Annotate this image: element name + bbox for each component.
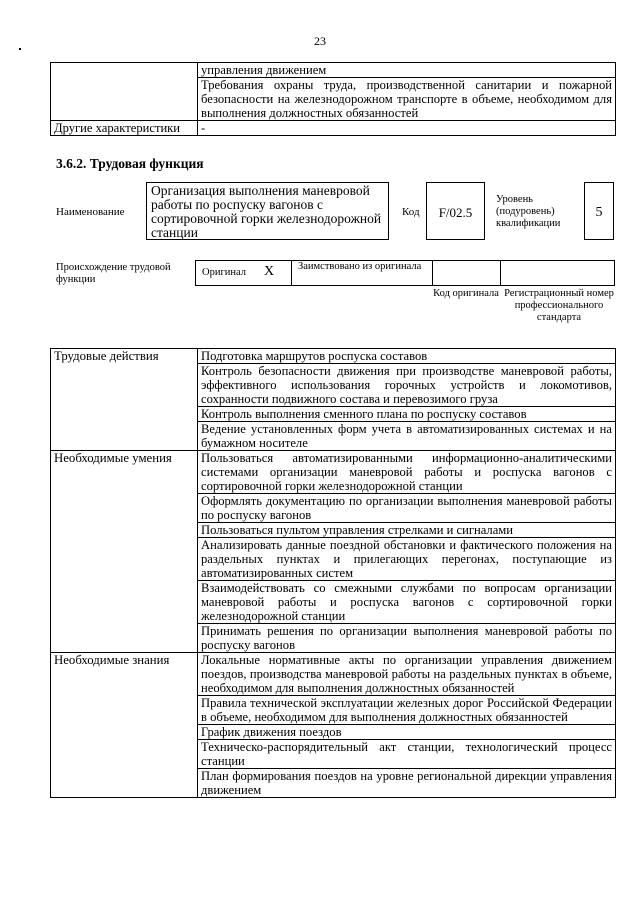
table-cell: Локальные нормативные акты по организации управления движением поездов, производства маневровой работы на раздельных пунктах в объеме, необходимом для выполнения должностных обязанностей [198,653,616,696]
level-value: 5 [584,182,614,240]
table-cell: Контроль безопасности движения при производстве маневровой работы, эффективного использования горочных устройств и локомотивов, сохранности подвижного состава и перевозимого груза [198,364,616,407]
name-label: Наименование [56,206,125,218]
table-row [51,349,616,364]
main-table [50,348,616,798]
code-original-caption: Код оригинала [433,288,499,299]
registration-number-caption: Регистрационный номер профессионального стандарта [504,288,614,323]
origin-label: Происхождение трудовой функции [56,262,171,285]
table-cell: Взаимодействовать со смежными службами по вопросам организации маневровой работы и роспуска вагонов с сортировочной горки железнодорожной станции [198,581,616,624]
table-cell: План формирования поездов на уровне региональной дирекции управления движением [198,769,616,798]
row-group-label: Трудовые действия [51,349,198,451]
function-name: Организация выполнения маневровой работы по роспуску вагонов с сортировочной горки железнодорожной станции [146,182,389,240]
top-table [50,62,616,136]
table-row [51,121,616,136]
table-cell: Подготовка маршрутов роспуска составов [198,349,616,364]
row-group-label: Необходимые знания [51,653,198,798]
table-cell: Правила технической эксплуатации железных дорог Российской Федерации в объеме, необходимом для выполнения должностных обязанностей [198,696,616,725]
table-row [51,451,616,494]
code-label: Код [402,206,420,218]
section-title: 3.6.2. Трудовая функция [56,156,204,171]
table-cell: График движения поездов [198,725,616,740]
table-cell: Требования охраны труда, производственной санитарии и пожарной безопасности на железнодорожном транспорте в объеме, необходимом для выполнения должностных обязанностей [198,78,616,121]
level-label: Уровень (подуровень) квалификации [496,194,561,229]
original-label: Оригинал [202,267,246,278]
table-cell: управления движением [198,63,616,78]
table-cell: Принимать решения по организации выполнения маневровой работы по роспуску вагонов [198,624,616,653]
table-cell: Анализировать данные поездной обстановки и фактического положения на раздельных пунктах и прилегающих перегонах, поступающие из автоматизированных систем [198,538,616,581]
table-cell: Техническо-распорядительный акт станции, технологический процесс станции [198,740,616,769]
table-cell: Пользоваться пультом управления стрелками и сигналами [198,523,616,538]
code-value: F/02.5 [426,182,485,240]
table-row [51,63,616,78]
margin-dot [19,48,21,50]
other-characteristics-label: Другие характеристики [51,121,198,136]
origin-table [195,260,615,286]
table-cell [51,63,198,121]
other-characteristics-value: - [198,121,616,136]
borrowed-label: Заимствовано из оригинала [298,261,422,272]
row-group-label: Необходимые умения [51,451,198,653]
table-row [51,653,616,696]
table-cell: Пользоваться автоматизированными информационно-аналитическими системами организации маневровой работы и роспуска вагонов с сортировочной горки железнодорожной станции [198,451,616,494]
page-number: 23 [314,34,326,48]
table-cell: Ведение установленных форм учета в автоматизированных системах и на бумажном носителе [198,422,616,451]
table-cell: Контроль выполнения сменного плана по роспуску составов [198,407,616,422]
original-mark: X [264,264,275,279]
table-cell: Оформлять документацию по организации выполнения маневровой работы по роспуску вагонов [198,494,616,523]
